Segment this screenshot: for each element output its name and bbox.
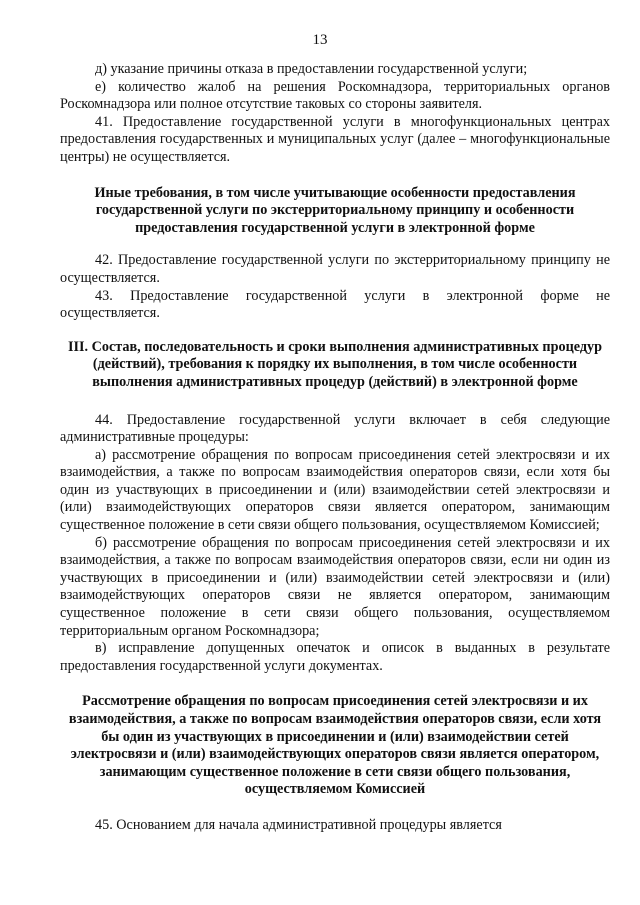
page-number: 13: [312, 32, 328, 48]
paragraph-45: 45. Основанием для начала административной процедуры является: [95, 816, 502, 833]
paragraph-44-v: в) исправление допущенных опечаток и описок в выданных в результате предоставления государственной услуги документах.: [60, 640, 610, 674]
paragraph-44: 44. Предоставление государственной услуги включает в себя следующие административные процедуры:: [60, 411, 610, 446]
page-content: [60, 61, 610, 835]
section-heading-commission: Рассмотрение обращения по вопросам присоединения сетей электросвязи и их взаимодействия, а также по вопросам взаимодействия операторов связи, если хотя бы один из участвующих в присоединении и (или) взаимодействии сетей электросвязи и (или) взаимодействующих операторов связи является оператором, занимающим существенное положение в сети связи общего пользования, осуществляемом Комиссией: [68, 693, 602, 798]
paragraph-42: 42. Предоставление государственной услуги по экстерриториальному принципу не осуществляется.: [60, 252, 610, 286]
paragraph-41: 41. Предоставление государственной услуги в многофункциональных центрах предоставления государственных и муниципальных услуг (далее – многофункциональные центры) не осуществляется.: [60, 113, 610, 165]
paragraph-43: 43. Предоставление государственной услуги в электронной форме не осуществляется.: [60, 287, 610, 322]
section-heading-extraterritorial: Иные требования, в том числе учитывающие особенности предоставления государственной услуги по экстерриториальному принципу и особенности предоставления государственной услуги в электронной форме: [94, 184, 576, 236]
paragraph-e: е) количество жалоб на решения Роскомнадзора, территориальных органов Роскомнадзора или полное отсутствие таковых со стороны заявителя.: [60, 78, 610, 113]
section-heading-iii: III. Состав, последовательность и сроки выполнения административных процедур (действий), требования к порядку их выполнения, в том числе особенности выполнения административных процедур (действий) в электронной форме: [67, 338, 603, 390]
paragraph-44-a: а) рассмотрение обращения по вопросам присоединения сетей электросвязи и их взаимодействия, а также по вопросам взаимодействия операторов связи, если хотя бы один из участвующих в присоединении и (или) взаимодействии сетей электросвязи и (или) взаимодействующих операторов связи является оператором, занимающим существенное положение в сети связи общего пользования, осуществляемом Комиссией;: [60, 446, 610, 534]
paragraph-44-b: б) рассмотрение обращения по вопросам присоединения сетей электросвязи и их взаимодействия, а также по вопросам взаимодействия операторов связи, если ни один из участвующих в присоединении и (или) взаимодействии сетей электросвязи и (или) взаимодействующих операторов связи не является оператором, занимающим существенное положение в сети связи общего пользования, осуществляемом территориальным органом Роскомнадзора;: [60, 534, 610, 639]
paragraph-d: д) указание причины отказа в предоставлении государственной услуги;: [95, 61, 528, 77]
